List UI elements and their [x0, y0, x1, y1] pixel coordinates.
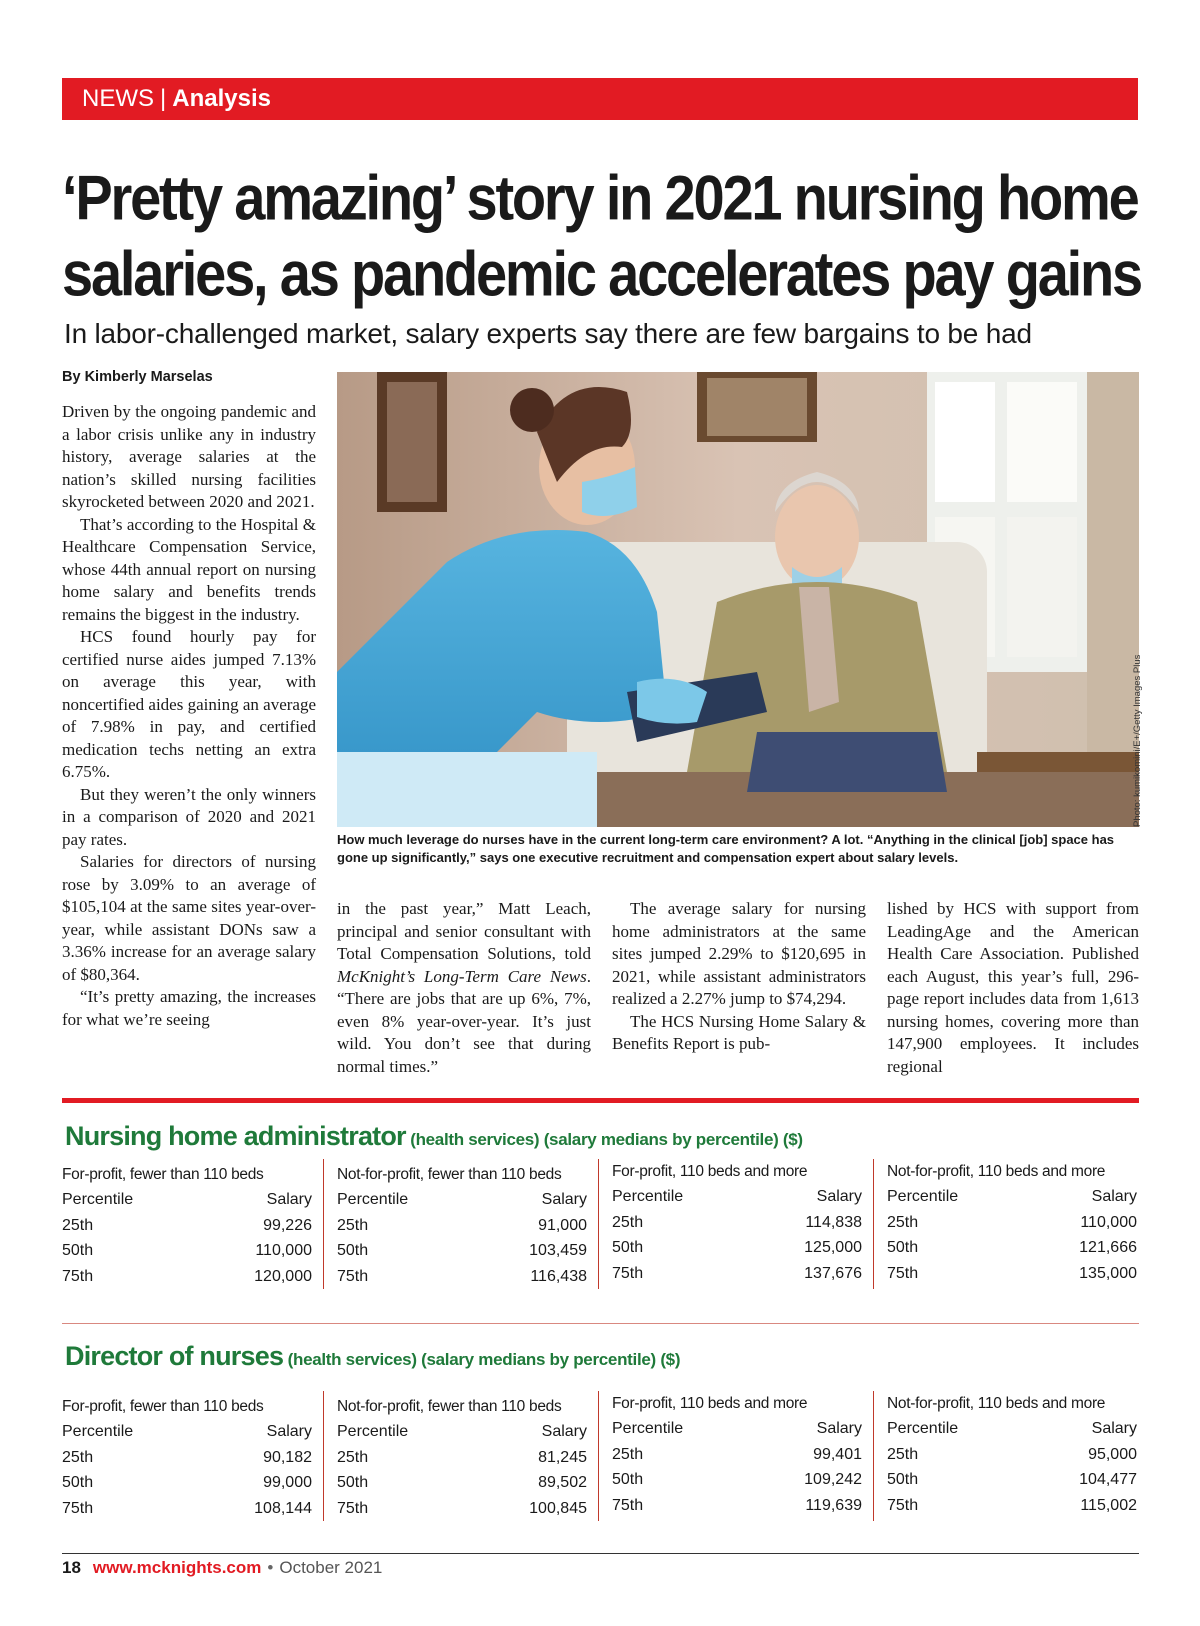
- table-row: [337, 1470, 587, 1496]
- column-header: Percentile: [62, 1191, 134, 1208]
- article-column-4: [887, 898, 1139, 1078]
- column-header: Percentile: [612, 1420, 684, 1437]
- column-header: Salary: [266, 1423, 312, 1440]
- byline: By Kimberly Marselas: [62, 369, 213, 385]
- column-divider: [873, 1159, 874, 1289]
- percentile-cell: 50th: [612, 1471, 644, 1488]
- publication-name: McKnight’s Long-Term Care News: [337, 966, 587, 986]
- column-header: Salary: [1091, 1188, 1137, 1205]
- percentile-cell: 50th: [337, 1474, 369, 1491]
- table-row: [62, 1264, 312, 1290]
- table-row: [612, 1210, 862, 1236]
- table-row: [337, 1496, 587, 1522]
- column-header: Percentile: [612, 1188, 684, 1205]
- percentile-cell: 25th: [612, 1445, 644, 1463]
- salary-cell: 119,639: [805, 1496, 862, 1514]
- group-label: For-profit, 110 beds and more: [612, 1395, 808, 1412]
- percentile-cell: 25th: [337, 1216, 369, 1234]
- table-row: [62, 1238, 312, 1264]
- column-header: Salary: [816, 1420, 862, 1437]
- divider: [62, 1323, 1139, 1324]
- paragraph: lished by HCS with support from LeadingAge and the American Health Care Association. Published each August, this year’s full, 296-page report includes data from 1,613 nursing homes, covering more than 147,900 employees. It includes regional: [887, 899, 1139, 1076]
- percentile-cell: 50th: [62, 1474, 94, 1491]
- salary-group: [612, 1160, 862, 1286]
- salary-cell: 100,845: [529, 1499, 587, 1517]
- page-number: 18: [62, 1558, 81, 1577]
- salary-cell: 116,438: [530, 1267, 587, 1285]
- percentile-cell: 25th: [62, 1216, 94, 1234]
- column-header: Percentile: [337, 1191, 409, 1208]
- salary-group: [337, 1395, 587, 1521]
- salary-cell: 99,226: [263, 1216, 312, 1234]
- column-divider: [598, 1391, 599, 1521]
- article-column-1: [62, 401, 316, 1031]
- column-divider: [323, 1159, 324, 1289]
- percentile-cell: 25th: [62, 1448, 94, 1466]
- percentile-cell: 25th: [337, 1448, 369, 1466]
- percentile-cell: 75th: [62, 1267, 94, 1285]
- salary-cell: 109,242: [804, 1471, 862, 1488]
- table-row: [62, 1445, 312, 1471]
- column-header-row: [62, 1187, 312, 1213]
- nurse-and-resident-illustration: [337, 372, 1139, 827]
- paragraph: That’s according to the Hospital & Healthcare Compensation Service, whose 44th annual report on nursing home salary and benefits trends remains the biggest in the industry.: [62, 514, 316, 624]
- percentile-cell: 75th: [887, 1496, 919, 1514]
- salary-cell: 125,000: [804, 1239, 862, 1256]
- table-row: [612, 1442, 862, 1468]
- table-title-sub: (health services) (salary medians by percentile) ($): [287, 1350, 681, 1369]
- table-row: [887, 1493, 1137, 1519]
- percentile-cell: 75th: [612, 1264, 644, 1282]
- column-divider: [598, 1159, 599, 1289]
- table-row: [887, 1467, 1137, 1493]
- column-header-row: [612, 1184, 862, 1210]
- column-header-row: [62, 1419, 312, 1445]
- table-row: [337, 1238, 587, 1264]
- table-row: [612, 1261, 862, 1287]
- table-row: [612, 1493, 862, 1519]
- salary-group: [62, 1395, 312, 1521]
- salary-cell: 104,477: [1079, 1471, 1137, 1488]
- group-label: Not-for-profit, fewer than 110 beds: [337, 1398, 562, 1415]
- salary-cell: 81,245: [538, 1448, 587, 1466]
- table-row: [612, 1235, 862, 1261]
- group-label: Not-for-profit, 110 beds and more: [887, 1163, 1106, 1180]
- paragraph-text: . “There are jobs that are up 6%, 7%, even 8% year-over-year. It’s just wild. You don’t see that during normal times.”: [337, 966, 591, 1076]
- photo-credit: Photo: kumikomini/E+/Getty Images Plus: [1132, 654, 1143, 827]
- table-row: [337, 1264, 587, 1290]
- section-label: NEWS: [82, 85, 154, 112]
- salary-cell: 99,000: [263, 1474, 312, 1491]
- table-row: [887, 1210, 1137, 1236]
- percentile-cell: 50th: [612, 1239, 644, 1256]
- salary-cell: 137,676: [804, 1264, 862, 1282]
- table-row: [337, 1445, 587, 1471]
- table-row: [887, 1235, 1137, 1261]
- salary-group: [62, 1163, 312, 1289]
- column-header-row: [887, 1184, 1137, 1210]
- paragraph: [337, 898, 591, 1078]
- column-header-row: [337, 1187, 587, 1213]
- percentile-cell: 50th: [337, 1242, 369, 1259]
- column-header-row: [337, 1419, 587, 1445]
- salary-cell: 114,838: [805, 1213, 862, 1231]
- paragraph: HCS found hourly pay for certified nurse aides jumped 7.13% on average this year, with noncertified aides gaining an average of 7.98% in pay, and certified medication techs netting an extra 6.75%.: [62, 627, 316, 781]
- percentile-cell: 50th: [887, 1239, 919, 1256]
- column-header: Salary: [541, 1423, 587, 1440]
- percentile-cell: 75th: [887, 1264, 919, 1282]
- salary-cell: 120,000: [254, 1267, 312, 1285]
- percentile-cell: 25th: [887, 1213, 919, 1231]
- percentile-cell: 50th: [887, 1471, 919, 1488]
- table-row: [612, 1467, 862, 1493]
- column-header: Salary: [816, 1188, 862, 1205]
- divider: [62, 1098, 1139, 1103]
- table-row: [887, 1261, 1137, 1287]
- column-header-row: [612, 1416, 862, 1442]
- column-header: Percentile: [887, 1420, 959, 1437]
- salary-group: [612, 1392, 862, 1518]
- salary-cell: 110,000: [1080, 1213, 1137, 1231]
- page-footer: [62, 1558, 382, 1578]
- paragraph: “It’s pretty amazing, the increases for what we’re seeing: [62, 987, 316, 1029]
- salary-cell: 90,182: [263, 1448, 312, 1466]
- percentile-cell: 75th: [337, 1499, 369, 1517]
- paragraph-text: in the past year,” Matt Leach, principal and senior consultant with Total Compensation Solutions, told: [337, 899, 591, 963]
- salary-cell: 91,000: [538, 1216, 587, 1234]
- paragraph: But they weren’t the only winners in a comparison of 2020 and 2021 pay rates.: [62, 784, 316, 849]
- salary-cell: 135,000: [1079, 1264, 1137, 1282]
- salary-cell: 121,666: [1079, 1239, 1137, 1256]
- article-column-3: [612, 898, 866, 1056]
- percentile-cell: 75th: [62, 1499, 94, 1517]
- footer-bullet: •: [267, 1558, 274, 1577]
- column-header-row: [887, 1416, 1137, 1442]
- issue-date: October 2021: [279, 1558, 383, 1577]
- table-row: [887, 1442, 1137, 1468]
- subheadline: In labor-challenged market, salary experts say there are few bargains to be had: [64, 318, 1032, 349]
- salary-cell: 108,144: [254, 1499, 312, 1517]
- table-row: [62, 1470, 312, 1496]
- salary-cell: 115,002: [1080, 1496, 1137, 1514]
- table-row: [337, 1213, 587, 1239]
- column-header: Salary: [541, 1191, 587, 1208]
- section-separator: |: [160, 85, 167, 112]
- headline: ‘Pretty amazing’ story in 2021 nursing home salaries, as pandemic accelerates pay gains: [62, 162, 1141, 309]
- paragraph: The HCS Nursing Home Salary & Benefits Report is pub-: [612, 1011, 866, 1053]
- section-sublabel: Analysis: [172, 85, 271, 112]
- table-row: [62, 1213, 312, 1239]
- group-label: Not-for-profit, 110 beds and more: [887, 1395, 1106, 1412]
- salary-group: [337, 1163, 587, 1289]
- group-label: Not-for-profit, fewer than 110 beds: [337, 1166, 562, 1183]
- salary-cell: 99,401: [813, 1445, 862, 1463]
- table-title-main: Nursing home administrator: [65, 1121, 406, 1151]
- table-title: [65, 1121, 803, 1152]
- paragraph: Driven by the ongoing pandemic and a labor crisis unlike any in industry history, average salaries at the nation’s skilled nursing facilities skyrocketed between 2020 and 2021.: [62, 402, 316, 511]
- salary-cell: 110,000: [255, 1242, 312, 1259]
- percentile-cell: 25th: [887, 1445, 919, 1463]
- salary-cell: 89,502: [538, 1474, 587, 1491]
- paragraph: Salaries for directors of nursing rose by 3.09% to an average of $105,104 at the same sites year-over-year, while assistant DONs saw a 3.36% increase for an average salary of $80,364.: [62, 852, 316, 984]
- percentile-cell: 75th: [337, 1267, 369, 1285]
- percentile-cell: 50th: [62, 1242, 94, 1259]
- percentile-cell: 25th: [612, 1213, 644, 1231]
- column-header: Percentile: [337, 1423, 409, 1440]
- salary-cell: 95,000: [1088, 1445, 1137, 1463]
- salary-group: [887, 1160, 1137, 1286]
- group-label: For-profit, fewer than 110 beds: [62, 1166, 264, 1183]
- group-label: For-profit, fewer than 110 beds: [62, 1398, 264, 1415]
- article-column-2: [337, 898, 591, 1078]
- website-link[interactable]: www.mcknights.com: [92, 1558, 262, 1577]
- article-photo: [337, 372, 1139, 827]
- table-title-main: Director of nurses: [65, 1341, 284, 1371]
- table-title: [65, 1341, 680, 1372]
- photo-caption: How much leverage do nurses have in the current long-term care environment? A lot. “Anything in the clinical [job] space has gone up significantly,” says one executive recruitment and compensation expert about salary levels.: [337, 832, 1115, 865]
- salary-cell: 103,459: [529, 1242, 587, 1259]
- paragraph: The average salary for nursing home administrators at the same sites jumped 2.29% to $120,695 in 2021, while assistant administrators realized a 2.27% jump to $74,294.: [612, 899, 866, 1008]
- table-title-sub: (health services) (salary medians by percentile) ($): [410, 1130, 803, 1149]
- section-bar: [62, 78, 1138, 120]
- column-divider: [323, 1391, 324, 1521]
- salary-group: [887, 1392, 1137, 1518]
- column-header: Percentile: [887, 1188, 959, 1205]
- column-header: Salary: [1091, 1420, 1137, 1437]
- column-header: Percentile: [62, 1423, 134, 1440]
- table-row: [62, 1496, 312, 1522]
- column-header: Salary: [266, 1191, 312, 1208]
- percentile-cell: 75th: [612, 1496, 644, 1514]
- group-label: For-profit, 110 beds and more: [612, 1163, 808, 1180]
- divider: [62, 1553, 1139, 1554]
- column-divider: [873, 1391, 874, 1521]
